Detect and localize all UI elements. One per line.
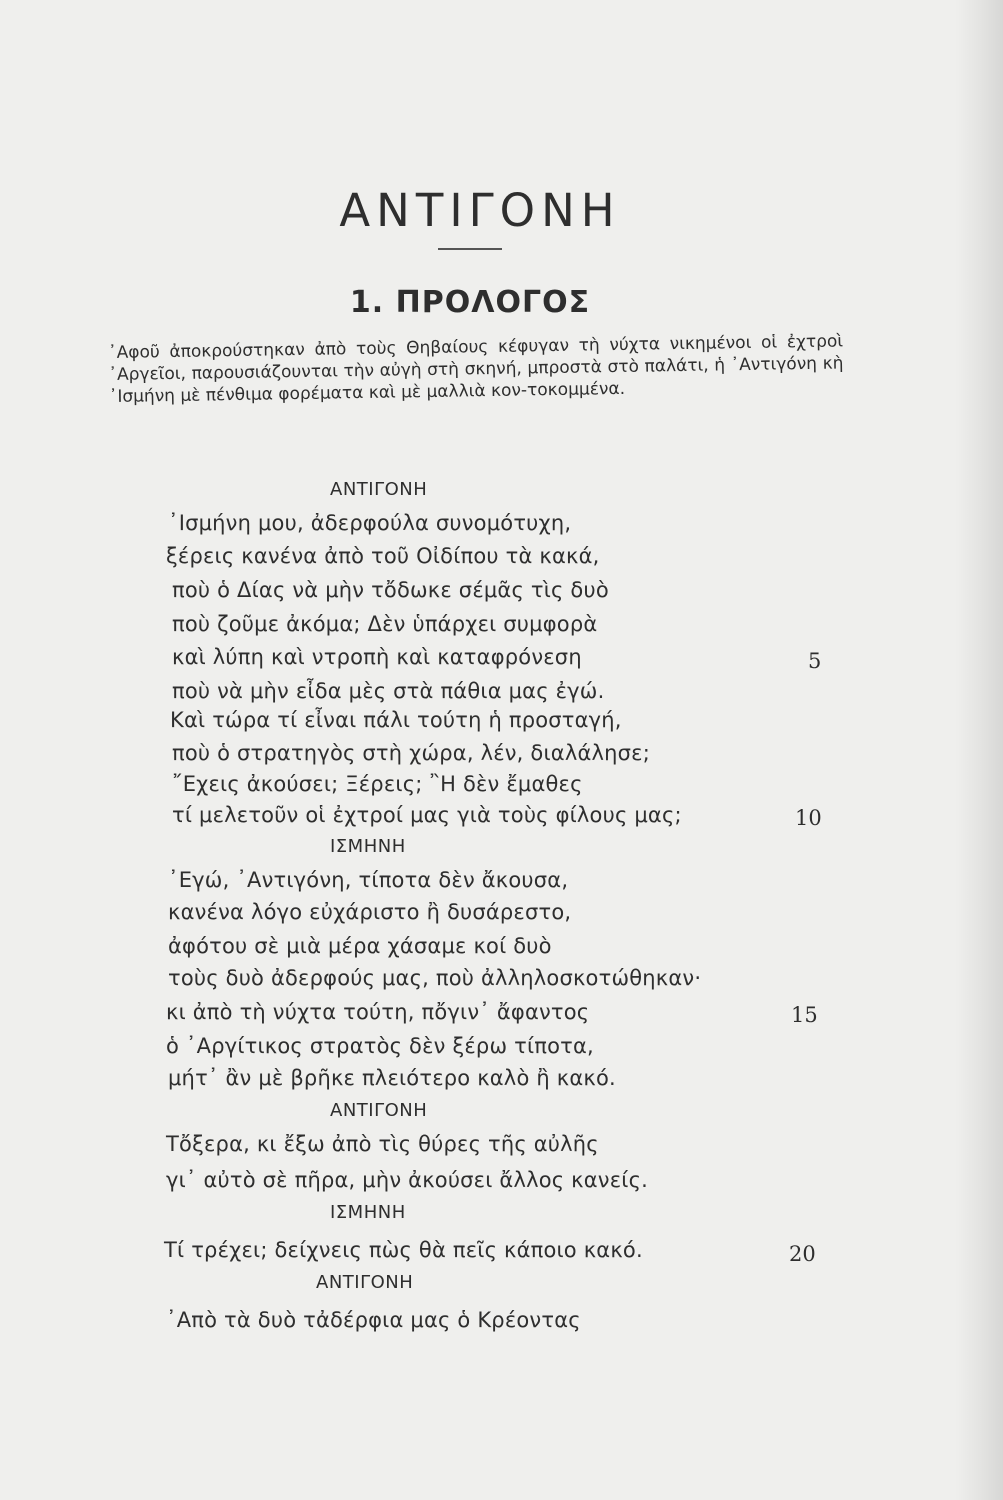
verse-line-16: ὁ ᾿Αργίτικος στρατὸς δὲν ξέρω τίποτα, bbox=[166, 1034, 594, 1058]
line-number-5: 5 bbox=[808, 649, 822, 673]
speaker-label: ΑΝΤΙΓΟΝΗ bbox=[316, 1272, 414, 1293]
verse-line-2: ξέρεις κανένα ἀπὸ τοῦ Οἰδίπου τὰ κακά, bbox=[166, 544, 600, 568]
verse-line-11: ᾿Εγώ, ᾿Αντιγόνη, τίποτα δὲν ἄκουσα, bbox=[168, 868, 569, 892]
verse-line-1: ᾿Ισμήνη μου, ἀδερφούλα συνομότυχη, bbox=[168, 511, 572, 535]
title-rule bbox=[438, 248, 502, 250]
speaker-label: ΑΝΤΙΓΟΝΗ bbox=[330, 1100, 428, 1121]
verse-line-12: κανένα λόγο εὐχάριστο ἢ δυσάρεστο, bbox=[168, 900, 572, 924]
verse-line-10: τί μελετοῦν οἱ ἐχτροί μας γιὰ τοὺς φίλους μας; bbox=[172, 803, 682, 827]
stage-direction: ᾿Αφοῦ ἀποκρούστηκαν ἀπὸ τοὺς Θηβαίους κέφυγαν τὴ νύχτα νικημένοι οἱ ἐχτροὶ ᾿Αργεῖοι, παρουσιάζουνται τὴν αὐγὴ στὴ σκηνή, μπροστὰ στὸ παλάτι, ἡ ᾿Αντιγόνη κὴ ᾿Ισμήνη μὲ πένθιμα φορέματα καὶ μὲ μαλλιὰ κον-τοκομμένα. bbox=[108, 331, 844, 407]
verse-line-9: ῎Εχεις ἀκούσει; Ξέρεις; ῍Η δὲν ἔμαθες bbox=[172, 772, 583, 796]
line-number-20: 20 bbox=[789, 1242, 816, 1266]
line-number-10: 10 bbox=[795, 806, 822, 830]
verse-line-21: ᾿Απὸ τὰ δυὸ τἀδέρφια μας ὁ Κρέοντας bbox=[166, 1308, 581, 1332]
verse-line-4: ποὺ ζοῦμε ἀκόμα; Δὲν ὑπάρχει συμφορὰ bbox=[172, 612, 598, 636]
speaker-label: ΙΣΜΗΝΗ bbox=[330, 836, 406, 857]
play-title: ΑΝΤΙΓΟΝΗ bbox=[339, 184, 621, 237]
speaker-label: ΙΣΜΗΝΗ bbox=[330, 1202, 406, 1223]
verse-line-19: γι᾿ αὐτὸ σὲ πῆρα, μὴν ἀκούσει ἄλλος κανείς. bbox=[166, 1168, 648, 1192]
verse-line-7: Καὶ τώρα τί εἶναι πάλι τούτη ἡ προσταγή, bbox=[170, 708, 622, 732]
page-edge-shadow bbox=[955, 0, 1003, 1500]
verse-line-5: καὶ λύπη καὶ ντροπὴ καὶ καταφρόνεση bbox=[172, 645, 582, 669]
section-heading: 1. ΠΡΟΛΟΓΟΣ bbox=[349, 285, 591, 320]
line-number-15: 15 bbox=[791, 1003, 818, 1027]
verse-line-13: ἀφότου σὲ μιὰ μέρα χάσαμε κοί δυὸ bbox=[168, 934, 552, 958]
verse-line-14: τοὺς δυὸ ἀδερφούς μας, ποὺ ἀλληλοσκοτώθηκαν· bbox=[168, 966, 702, 990]
speaker-label: ΑΝΤΙΓΟΝΗ bbox=[330, 479, 428, 500]
verse-line-17: μήτ᾿ ἂν μὲ βρῆκε πλειότερο καλὸ ἢ κακό. bbox=[168, 1066, 616, 1090]
verse-line-15: κι ἀπὸ τὴ νύχτα τούτη, πὄγιν᾿ ἄφαντος bbox=[166, 1000, 590, 1024]
verse-line-20: Τί τρέχει; δείχνεις πὼς θὰ πεῖς κάποιο κακό. bbox=[164, 1238, 643, 1262]
verse-line-3: ποὺ ὁ Δίας νὰ μὴν τὄδωκε σέμᾶς τὶς δυὸ bbox=[172, 578, 609, 602]
verse-line-6: ποὺ νὰ μὴν εἶδα μὲς στὰ πάθια μας ἐγώ. bbox=[172, 679, 605, 703]
verse-line-8: ποὺ ὁ στρατηγὸς στὴ χώρα, λέν, διαλάλησε; bbox=[172, 741, 650, 765]
verse-line-18: Τὄξερα, κι ἔξω ἀπὸ τὶς θύρες τῆς αὐλῆς bbox=[166, 1132, 599, 1156]
